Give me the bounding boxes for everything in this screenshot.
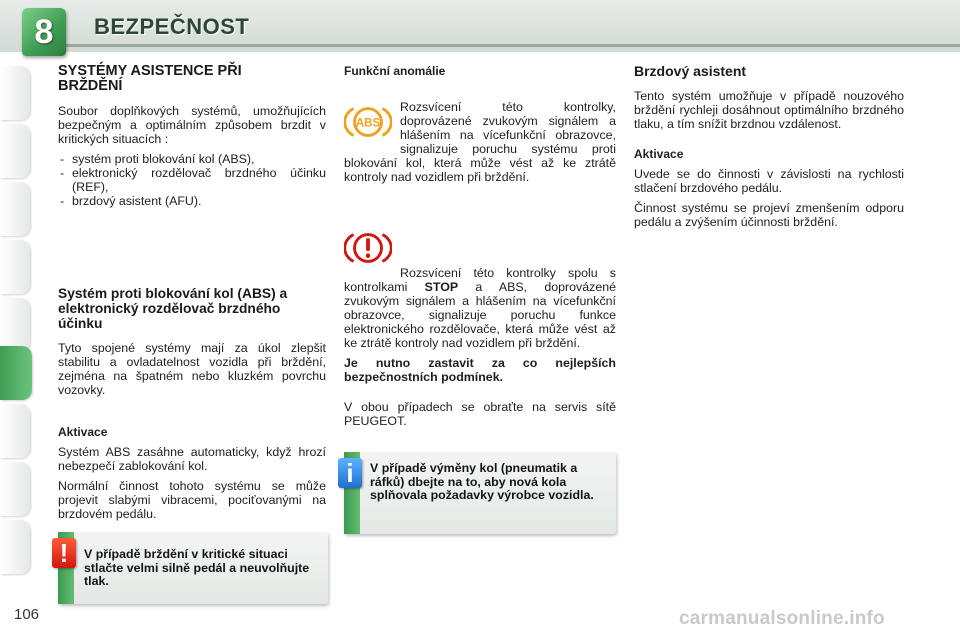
list-item: - systém proti blokování kol (ABS), — [58, 152, 326, 166]
warning-note — [58, 532, 328, 604]
chapter-tab-3[interactable] — [0, 182, 30, 236]
chapter-tab-4[interactable] — [0, 240, 30, 294]
watermark: carmanualsonline.info — [679, 608, 885, 629]
stop-keyword: STOP — [424, 280, 459, 294]
chapter-tab-9[interactable] — [0, 520, 30, 574]
brake-assist-activation-1: Uvede se do činnosti v závislosti na rychlosti stlačení brzdového pedálu. — [634, 167, 904, 195]
chapter-tab-8[interactable] — [0, 462, 30, 516]
stop-text-after: a ABS, doprovázené zvukovým signálem a hlášením na vícefunkční obrazovce, signalizuje poruchu funkce elektronického rozdělovače, která může vést až ke ztrátě kontroly nad vozidlem při brždění. — [344, 280, 616, 350]
column-right — [634, 64, 904, 235]
info-icon: i — [338, 458, 362, 488]
abs-anomaly-paragraph: Rozsvícení této kontrolky, doprovázené zvukovým signálem a hlášením na vícefunkční obrazovce, signalizuje poruchu systému proti blokování kol, která může vést až ke ztrátě kontroly nad vozidlem při brždění. — [344, 100, 616, 184]
activation-paragraph-2: Normální činnost tohoto systému se může projevit slabými vibracemi, pociťovanými na brzdovém pedálu. — [58, 479, 326, 521]
column-left — [58, 64, 326, 527]
warning-icon: ! — [52, 538, 76, 568]
chapter-badge — [22, 8, 66, 56]
column-middle — [344, 64, 616, 434]
chapter-number: 8 — [34, 12, 54, 51]
section-heading-abs: Systém proti blokování kol (ABS) a elektronický rozdělovač brzdného účinku — [58, 286, 288, 331]
chapter-tab-7[interactable] — [0, 404, 30, 458]
chapter-tab-2[interactable] — [0, 124, 30, 178]
header-rule — [60, 44, 960, 47]
chapter-tab-1[interactable] — [0, 66, 30, 120]
brake-assist-activation-2: Činnost systému se projeví zmenšením odporu pedálu a zvýšením účinnosti brždění. — [634, 201, 904, 229]
activation-paragraph-1: Systém ABS zasáhne automaticky, když hrozí nebezpečí zablokování kol. — [58, 445, 326, 473]
chapter-tab-active[interactable] — [0, 346, 32, 400]
anomaly-heading: Funkční anomálie — [344, 64, 446, 78]
stop-warning: Je nutno zastavit za co nejlepších bezpečnostních podmínek. — [344, 356, 616, 384]
abs-warning-icon — [344, 102, 392, 142]
stop-text-before: Rozsvícení této kontrolky spolu s kontrolkami — [344, 266, 616, 294]
page-title: BEZPEČNOST — [94, 14, 250, 39]
activation-heading: Aktivace — [58, 425, 108, 439]
section-heading-braking-assist: SYSTÉMY ASISTENCE PŘI BRŽDĚNÍ — [58, 63, 242, 94]
brake-warning-icon — [344, 228, 392, 268]
service-paragraph: V obou případech se obraťte na servis sítě PEUGEOT. — [344, 400, 616, 428]
intro-paragraph: Soubor doplňkových systémů, umožňujících bezpečným a optimálním způsobem brzdit v kritických situacích : — [58, 104, 326, 146]
systems-list — [58, 152, 326, 208]
list-item: - brzdový asistent (AFU). — [58, 194, 326, 208]
warning-note-text: V případě brždění v kritické situaci stlačte velmi silně pedál a neuvolňujte tlak. — [84, 547, 310, 588]
info-note — [344, 452, 616, 534]
stop-anomaly-paragraph — [344, 266, 616, 350]
chapter-tab-5[interactable] — [0, 298, 30, 352]
list-item: - elektronický rozdělovač brzdného účinku (REF), — [58, 166, 326, 194]
info-note-text: V případě výměny kol (pneumatik a ráfků) dbejte na to, aby nová kola splňovala požadavky výrobce vozidla. — [370, 461, 594, 502]
brake-assist-activation-heading: Aktivace — [634, 147, 684, 161]
abs-paragraph: Tyto spojené systémy mají za úkol zlepšit stabilitu a ovladatelnost vozidla při brždění, zejména na špatném nebo kluzkém povrchu vozovky. — [58, 341, 326, 397]
brake-assist-heading: Brzdový asistent — [634, 63, 747, 79]
brake-assist-paragraph: Tento systém umožňuje v případě nouzového brždění rychleji dosáhnout optimálního brzdného tlaku, a tím snížit brzdnou vzdálenost. — [634, 89, 904, 131]
abs-icon-label: ABS — [355, 117, 381, 130]
page-number: 106 — [14, 606, 40, 623]
